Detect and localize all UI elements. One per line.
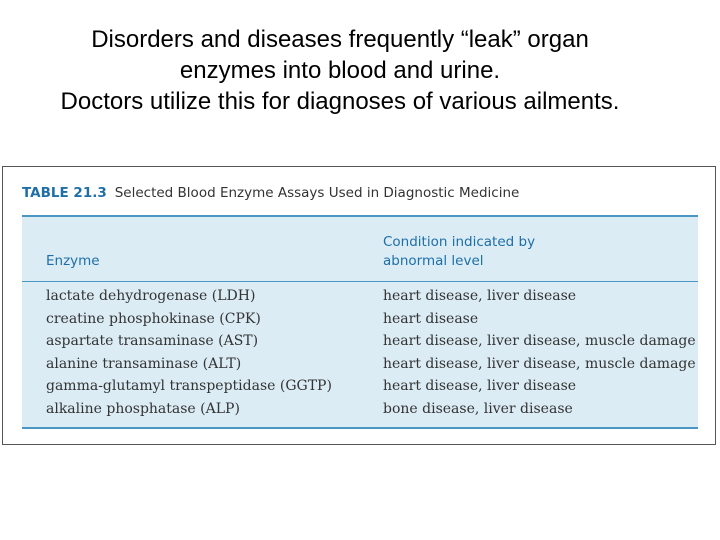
- condition-cell: heart disease, liver disease: [383, 378, 577, 395]
- table-row: [22, 309, 698, 332]
- condition-cell: bone disease, liver disease: [383, 400, 573, 417]
- column-header-condition-line-2: abnormal level: [383, 253, 484, 269]
- enzyme-cell: aspartate transaminase (AST): [46, 333, 259, 350]
- table-title: Selected Blood Enzyme Assays Used in Diagnostic Medicine: [114, 185, 520, 201]
- table-panel: [22, 215, 698, 429]
- heading-line-1: Disorders and diseases frequently “leak” organ: [91, 26, 589, 53]
- table-row: [22, 331, 698, 354]
- table-row: [22, 399, 698, 422]
- enzyme-table: [2, 166, 716, 445]
- column-header-condition-line-1: Condition indicated by: [383, 234, 536, 250]
- enzyme-cell: alkaline phosphatase (ALP): [46, 400, 240, 417]
- table-row: [22, 286, 698, 309]
- table-number: TABLE 21.3: [22, 185, 107, 201]
- condition-cell: heart disease, liver disease, muscle damage: [383, 355, 696, 372]
- enzyme-cell: gamma-glutamyl transpeptidase (GGTP): [46, 378, 332, 395]
- table-row: [22, 376, 698, 399]
- condition-cell: heart disease, liver disease: [383, 288, 577, 304]
- slide-heading: [0, 24, 680, 117]
- enzyme-cell: creatine phosphokinase (CPK): [46, 310, 261, 327]
- column-header-condition: [383, 233, 535, 271]
- condition-cell: heart disease: [383, 310, 479, 327]
- enzyme-cell: alanine transaminase (ALT): [46, 355, 242, 372]
- enzyme-cell: lactate dehydrogenase (LDH): [46, 288, 256, 304]
- column-header-enzyme: Enzyme: [46, 253, 100, 269]
- table-row: [22, 354, 698, 377]
- heading-line-3: Doctors utilize this for diagnoses of various ailments.: [60, 88, 620, 115]
- table-caption: [22, 185, 519, 201]
- condition-cell: heart disease, liver disease, muscle damage: [383, 333, 696, 350]
- table-body: [22, 286, 698, 422]
- header-divider: [22, 281, 698, 282]
- heading-line-2: enzymes into blood and urine.: [179, 57, 501, 84]
